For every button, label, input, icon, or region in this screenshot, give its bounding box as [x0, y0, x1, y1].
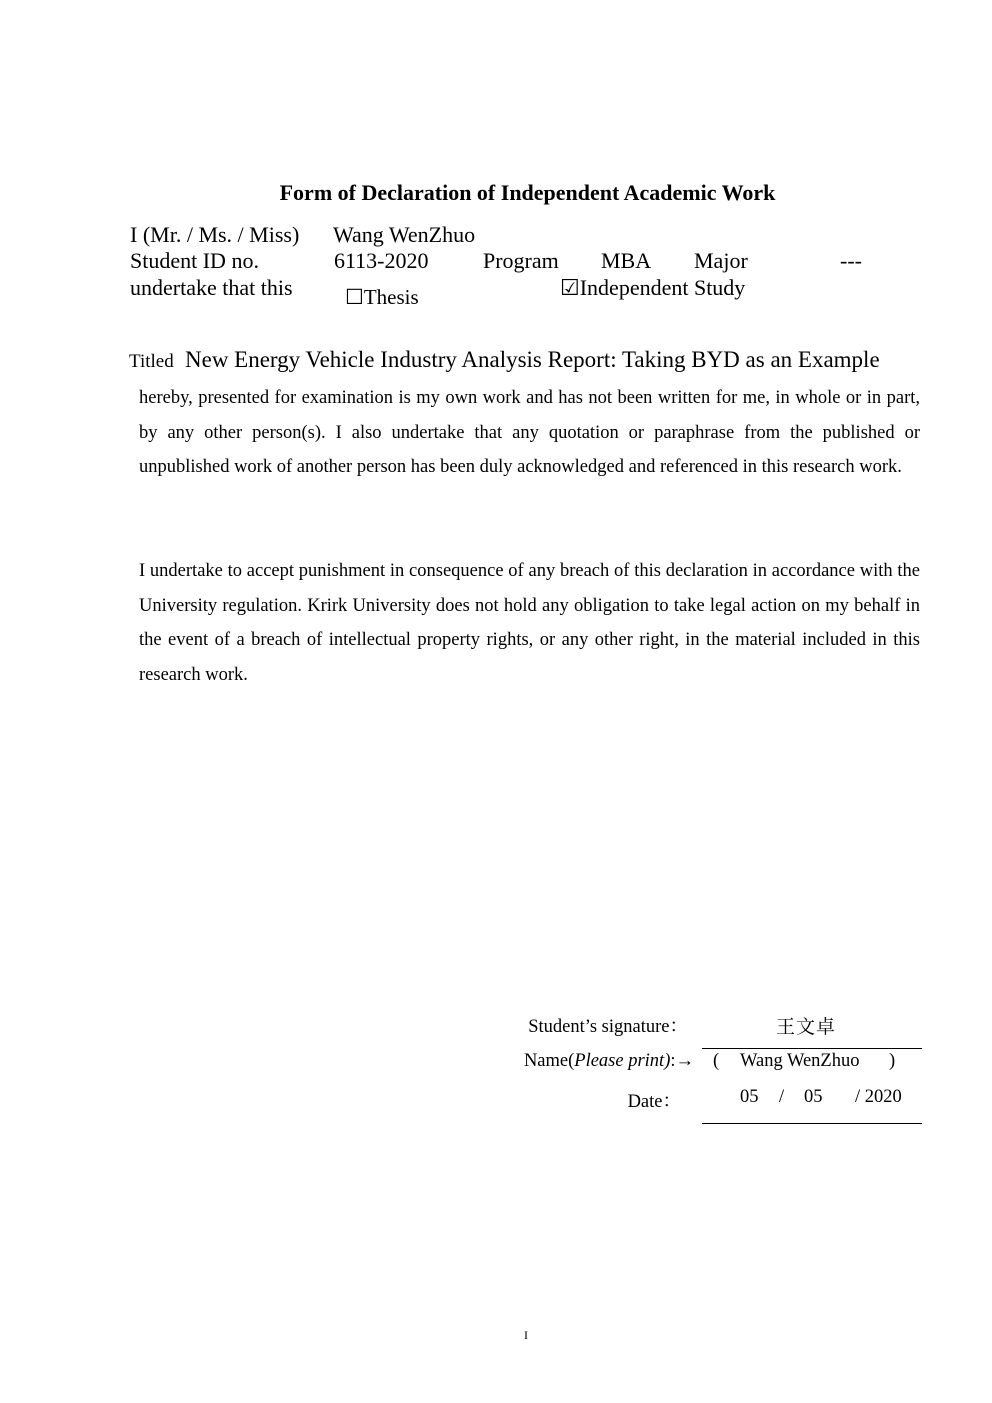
major-value: --- — [840, 248, 862, 273]
form-title: Form of Declaration of Independent Academic Work — [279, 180, 776, 205]
student-id-value: 6113-2020 — [334, 248, 429, 273]
date-label: Date： — [627, 1092, 681, 1112]
signature-line — [702, 1048, 922, 1049]
thesis-title-value: New Energy Vehicle Industry Analysis Report: Taking BYD as an Example — [185, 347, 880, 372]
salutation-label: I (Mr. / Ms. / Miss) — [130, 222, 300, 247]
signature-label: Student’s signature： — [528, 1017, 688, 1037]
independent-study-option: ☑Independent Study — [560, 275, 746, 300]
name-label-prefix: Name( — [523, 1051, 575, 1071]
thesis-option: ☐Thesis — [345, 285, 419, 309]
date-day: 05 — [740, 1087, 759, 1107]
declaration-paragraph-2: I undertake to accept punishment in consequence of any breach of this declaration in accordance with the University regulation. Krirk University does not hold any obligation to take legal action on my behalf in the event of a breach of intellectual property rights, or any other right, in the material included in this research work. — [139, 561, 920, 685]
name-close-paren: ) — [889, 1051, 896, 1071]
major-label: Major — [694, 248, 748, 273]
date-line — [702, 1123, 922, 1124]
declaration-paragraph-1: hereby, presented for examination is my own work and has not been written for me, in whole or in part, by any other person(s). I also undertake that any quotation or paraphrase from the published or unpublished work of another person has been duly acknowledged and referenced in this research work. — [139, 388, 920, 477]
titled-label: Titled — [129, 351, 174, 372]
date-year: / 2020 — [855, 1087, 902, 1107]
program-label: Program — [483, 248, 559, 273]
printed-name-value: Wang WenZhuo — [740, 1051, 860, 1071]
program-value: MBA — [601, 248, 652, 273]
name-label-arrow: :→ — [670, 1051, 694, 1071]
name-label-italic: Please print) — [574, 1051, 671, 1071]
date-month: 05 — [804, 1087, 823, 1107]
undertake-label: undertake that this — [130, 275, 293, 300]
student-name-value: Wang WenZhuo — [333, 222, 476, 247]
name-open-paren: ( — [713, 1051, 720, 1071]
student-id-label: Student ID no. — [130, 248, 259, 273]
handwritten-signature: 王文卓 — [776, 1016, 837, 1038]
name-print-label — [470, 1051, 694, 1072]
page-number: I — [524, 1328, 528, 1342]
date-separator: / — [779, 1087, 785, 1107]
